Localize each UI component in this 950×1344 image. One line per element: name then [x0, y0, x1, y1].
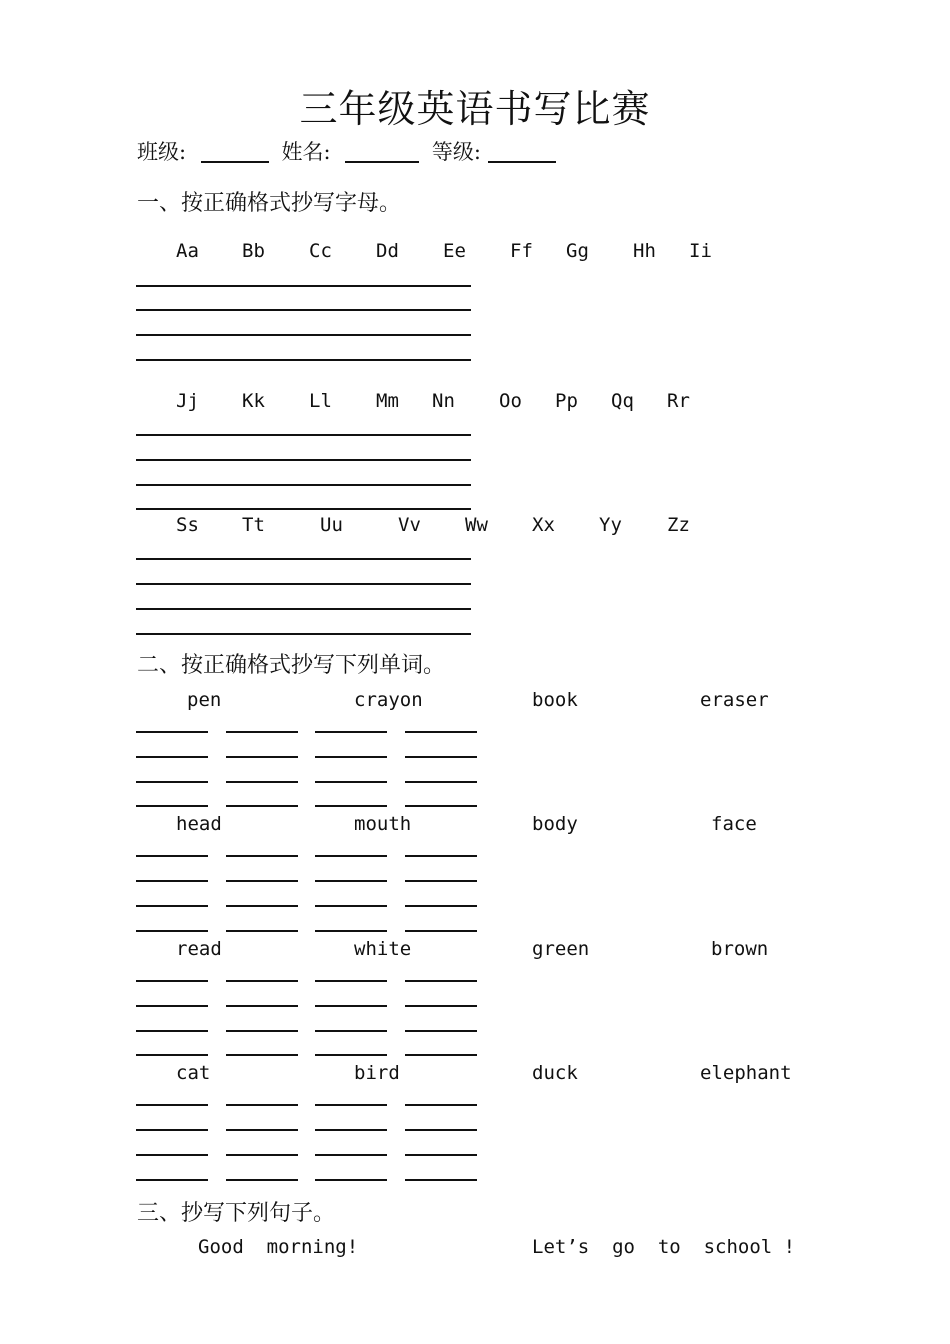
word-writing-line[interactable]: [136, 1104, 208, 1106]
word-writing-line[interactable]: [315, 880, 387, 882]
student-info-row: [137, 136, 556, 166]
writing-line[interactable]: [136, 459, 471, 461]
word-writing-line[interactable]: [136, 905, 208, 907]
class-blank[interactable]: [201, 139, 269, 163]
letter-pair: Uu: [320, 514, 343, 536]
sentence-lets-go-to-school: Let’s go to school !: [532, 1236, 796, 1258]
word-writing-line[interactable]: [405, 880, 477, 882]
word-writing-line[interactable]: [136, 781, 208, 783]
worksheet-title: 三年级英语书写比赛: [299, 87, 651, 131]
letter-pair: Kk: [242, 390, 265, 412]
word-writing-line[interactable]: [136, 980, 208, 982]
word-writing-line[interactable]: [226, 1005, 298, 1007]
letter-pair: Ll: [309, 390, 332, 412]
word-writing-line[interactable]: [315, 1129, 387, 1131]
word-writing-line[interactable]: [315, 930, 387, 932]
word-writing-line[interactable]: [226, 1154, 298, 1156]
section-3-heading: 三、抄写下列句子。: [137, 1201, 336, 1226]
word-writing-line[interactable]: [315, 756, 387, 758]
word-writing-line[interactable]: [226, 1104, 298, 1106]
word-label: duck: [532, 1062, 578, 1084]
letter-pair: Vv: [398, 514, 421, 536]
letter-pair: Rr: [667, 390, 690, 412]
word-writing-line[interactable]: [226, 930, 298, 932]
letter-pair: Mm: [376, 390, 399, 412]
letter-pair: Cc: [309, 240, 332, 262]
word-writing-line[interactable]: [226, 781, 298, 783]
word-writing-line[interactable]: [405, 1179, 477, 1181]
letter-pair: Zz: [667, 514, 690, 536]
word-writing-line[interactable]: [315, 855, 387, 857]
letter-pair: Hh: [633, 240, 656, 262]
name-blank[interactable]: [345, 139, 419, 163]
word-label: head: [176, 813, 222, 835]
letter-pair: Oo: [499, 390, 522, 412]
word-writing-line[interactable]: [405, 805, 477, 807]
word-writing-line[interactable]: [136, 1005, 208, 1007]
writing-line[interactable]: [136, 583, 471, 585]
word-writing-line[interactable]: [136, 880, 208, 882]
word-writing-line[interactable]: [226, 980, 298, 982]
word-writing-line[interactable]: [136, 1179, 208, 1181]
word-writing-line[interactable]: [226, 905, 298, 907]
word-label: green: [532, 938, 590, 960]
writing-line[interactable]: [136, 359, 471, 361]
word-label: white: [354, 938, 412, 960]
word-writing-line[interactable]: [405, 731, 477, 733]
word-label: eraser: [700, 689, 769, 711]
word-label: cat: [176, 1062, 211, 1084]
word-label: pen: [187, 689, 222, 711]
word-writing-line[interactable]: [315, 905, 387, 907]
word-writing-line[interactable]: [136, 1154, 208, 1156]
word-writing-line[interactable]: [315, 1154, 387, 1156]
word-writing-line[interactable]: [226, 1030, 298, 1032]
letter-pair: Nn: [432, 390, 455, 412]
section-2-heading: 二、按正确格式抄写下列单词。: [137, 653, 446, 678]
word-writing-line[interactable]: [315, 1030, 387, 1032]
writing-line[interactable]: [136, 434, 471, 436]
word-label: mouth: [354, 813, 412, 835]
word-label: book: [532, 689, 578, 711]
letter-pair: Ss: [176, 514, 199, 536]
word-writing-line[interactable]: [226, 1129, 298, 1131]
word-writing-line[interactable]: [405, 1005, 477, 1007]
word-writing-line[interactable]: [226, 1179, 298, 1181]
letter-pair: Bb: [242, 240, 265, 262]
writing-line[interactable]: [136, 484, 471, 486]
writing-line[interactable]: [136, 334, 471, 336]
word-writing-line[interactable]: [226, 805, 298, 807]
word-writing-line[interactable]: [405, 1030, 477, 1032]
word-writing-line[interactable]: [405, 1054, 477, 1056]
word-writing-line[interactable]: [136, 731, 208, 733]
word-writing-line[interactable]: [405, 781, 477, 783]
word-label: read: [176, 938, 222, 960]
letter-pair: Ff: [510, 240, 533, 262]
word-writing-line[interactable]: [315, 1104, 387, 1106]
word-writing-line[interactable]: [136, 1129, 208, 1131]
word-writing-line[interactable]: [226, 855, 298, 857]
word-writing-line[interactable]: [405, 855, 477, 857]
word-writing-line[interactable]: [315, 805, 387, 807]
word-writing-line[interactable]: [226, 1054, 298, 1056]
letter-pair: Qq: [611, 390, 634, 412]
letter-pair: Ee: [443, 240, 466, 262]
word-writing-line[interactable]: [136, 805, 208, 807]
letter-pair: Dd: [376, 240, 399, 262]
writing-line[interactable]: [136, 558, 471, 560]
word-writing-line[interactable]: [136, 1030, 208, 1032]
word-label: face: [711, 813, 757, 835]
word-writing-line[interactable]: [405, 756, 477, 758]
word-writing-line[interactable]: [315, 980, 387, 982]
word-writing-line[interactable]: [136, 756, 208, 758]
writing-line[interactable]: [136, 285, 471, 287]
letter-pair: Gg: [566, 240, 589, 262]
word-writing-line[interactable]: [405, 1104, 477, 1106]
word-writing-line[interactable]: [226, 731, 298, 733]
letter-pair: Ww: [465, 514, 488, 536]
word-writing-line[interactable]: [315, 1179, 387, 1181]
letter-pair: Tt: [242, 514, 265, 536]
word-writing-line[interactable]: [226, 880, 298, 882]
word-writing-line[interactable]: [136, 855, 208, 857]
word-label: crayon: [354, 689, 423, 711]
class-label: 班级:: [137, 140, 187, 164]
name-label: 姓名:: [281, 140, 331, 164]
word-writing-line[interactable]: [315, 731, 387, 733]
grade-blank[interactable]: [488, 139, 556, 163]
writing-line[interactable]: [136, 633, 471, 635]
sentence-good-morning: Good morning!: [198, 1236, 359, 1258]
word-label: brown: [711, 938, 769, 960]
letter-pair: Jj: [176, 390, 199, 412]
word-writing-line[interactable]: [405, 1129, 477, 1131]
word-label: elephant: [700, 1062, 792, 1084]
word-writing-line[interactable]: [405, 905, 477, 907]
letter-pair: Pp: [555, 390, 578, 412]
letter-pair: Ii: [689, 240, 712, 262]
word-writing-line[interactable]: [405, 1154, 477, 1156]
grade-label: 等级:: [431, 140, 481, 164]
word-writing-line[interactable]: [405, 930, 477, 932]
word-label: body: [532, 813, 578, 835]
writing-line[interactable]: [136, 608, 471, 610]
letter-pair: Xx: [532, 514, 555, 536]
word-writing-line[interactable]: [315, 1005, 387, 1007]
section-1-heading: 一、按正确格式抄写字母。: [137, 191, 402, 216]
word-writing-line[interactable]: [405, 980, 477, 982]
word-writing-line[interactable]: [315, 1054, 387, 1056]
word-writing-line[interactable]: [226, 756, 298, 758]
letter-pair: Yy: [599, 514, 622, 536]
writing-line[interactable]: [136, 508, 471, 510]
word-writing-line[interactable]: [136, 930, 208, 932]
writing-line[interactable]: [136, 309, 471, 311]
word-writing-line[interactable]: [136, 1054, 208, 1056]
word-writing-line[interactable]: [315, 781, 387, 783]
word-label: bird: [354, 1062, 400, 1084]
letter-pair: Aa: [176, 240, 199, 262]
